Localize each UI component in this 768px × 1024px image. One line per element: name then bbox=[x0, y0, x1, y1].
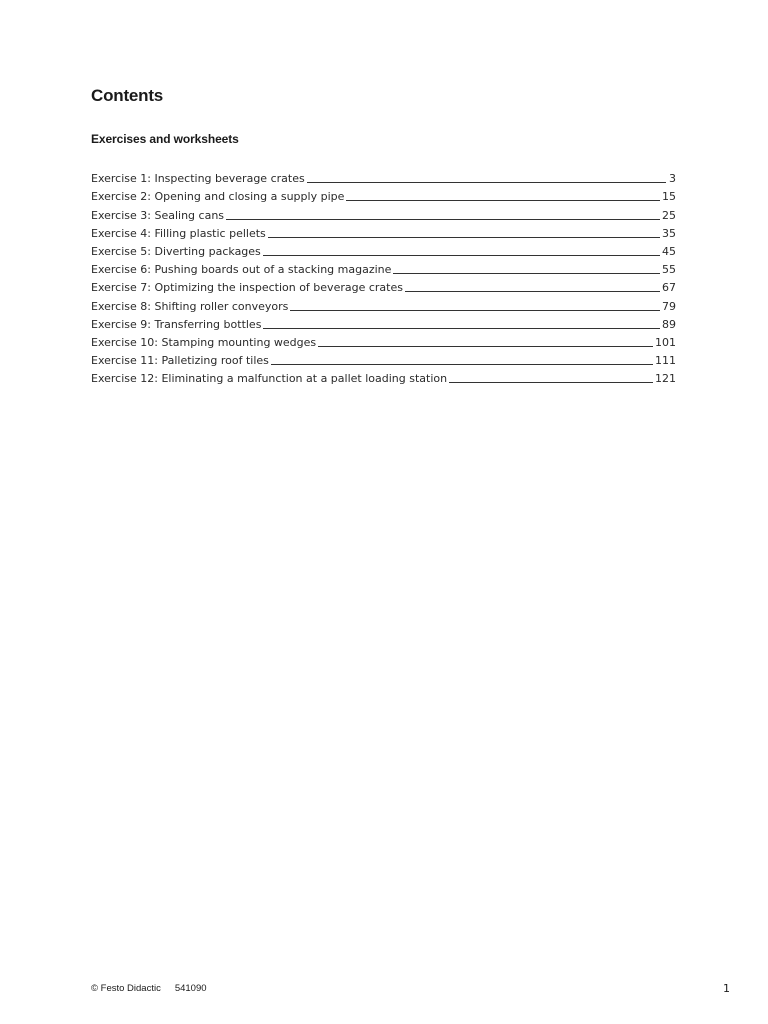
toc-entry-label: Exercise 1: Inspecting beverage crates bbox=[91, 172, 305, 186]
toc-entry-label: Exercise 4: Filling plastic pellets bbox=[91, 226, 266, 240]
toc-entry-label: Exercise 2: Opening and closing a supply pipe bbox=[91, 190, 345, 204]
toc-leader-line bbox=[346, 199, 660, 201]
toc-leader-line bbox=[393, 272, 660, 274]
footer-page-number: 1 bbox=[723, 982, 730, 995]
section-heading: Exercises and worksheets bbox=[91, 132, 239, 146]
table-of-contents bbox=[91, 168, 676, 386]
toc-leader-line bbox=[268, 236, 660, 238]
toc-entry-exercise-8[interactable] bbox=[91, 295, 676, 313]
toc-entry-page: 111 bbox=[655, 354, 676, 368]
toc-entry-exercise-10[interactable] bbox=[91, 332, 676, 350]
toc-entry-label: Exercise 5: Diverting packages bbox=[91, 244, 261, 258]
toc-entry-page: 15 bbox=[662, 190, 676, 204]
toc-entry-page: 55 bbox=[662, 263, 676, 277]
toc-leader-line bbox=[271, 363, 653, 365]
footer-publisher bbox=[91, 983, 207, 994]
toc-entry-exercise-3[interactable] bbox=[91, 204, 676, 222]
toc-entry-label: Exercise 8: Shifting roller conveyors bbox=[91, 299, 289, 313]
toc-leader-line bbox=[307, 181, 666, 183]
toc-entry-label: Exercise 6: Pushing boards out of a stacking magazine bbox=[91, 263, 392, 277]
toc-entry-label: Exercise 9: Transferring bottles bbox=[91, 317, 262, 331]
toc-leader-line bbox=[449, 381, 653, 383]
toc-entry-page: 67 bbox=[662, 281, 676, 295]
toc-entry-page: 45 bbox=[662, 244, 676, 258]
toc-entry-exercise-2[interactable] bbox=[91, 186, 676, 204]
toc-entry-exercise-1[interactable] bbox=[91, 168, 676, 186]
toc-entry-label: Exercise 11: Palletizing roof tiles bbox=[91, 354, 269, 368]
toc-entry-exercise-6[interactable] bbox=[91, 259, 676, 277]
toc-entry-page: 79 bbox=[662, 299, 676, 313]
toc-entry-exercise-4[interactable] bbox=[91, 223, 676, 241]
toc-entry-page: 121 bbox=[655, 372, 676, 386]
toc-entry-label: Exercise 10: Stamping mounting wedges bbox=[91, 335, 317, 349]
page-title: Contents bbox=[91, 86, 164, 105]
toc-entry-exercise-12[interactable] bbox=[91, 368, 676, 386]
footer-doc-number: 541090 bbox=[174, 983, 207, 994]
toc-entry-label: Exercise 3: Sealing cans bbox=[91, 208, 225, 222]
toc-entry-exercise-11[interactable] bbox=[91, 350, 676, 368]
toc-entry-label: Exercise 12: Eliminating a malfunction at a pallet loading station bbox=[91, 372, 448, 386]
toc-leader-line bbox=[263, 254, 660, 256]
footer-publisher-name: © Festo Didactic bbox=[91, 983, 161, 994]
toc-leader-line bbox=[226, 218, 660, 220]
toc-entry-page: 35 bbox=[662, 226, 676, 240]
toc-entry-exercise-9[interactable] bbox=[91, 314, 676, 332]
toc-leader-line bbox=[263, 327, 660, 329]
toc-leader-line bbox=[405, 290, 660, 292]
toc-entry-page: 89 bbox=[662, 317, 676, 331]
toc-leader-line bbox=[290, 309, 660, 311]
toc-entry-page: 3 bbox=[669, 172, 676, 186]
toc-entry-page: 101 bbox=[655, 335, 676, 349]
toc-entry-exercise-7[interactable] bbox=[91, 277, 676, 295]
toc-entry-page: 25 bbox=[662, 208, 676, 222]
toc-entry-label: Exercise 7: Optimizing the inspection of beverage crates bbox=[91, 281, 403, 295]
toc-leader-line bbox=[318, 345, 653, 347]
toc-entry-exercise-5[interactable] bbox=[91, 241, 676, 259]
